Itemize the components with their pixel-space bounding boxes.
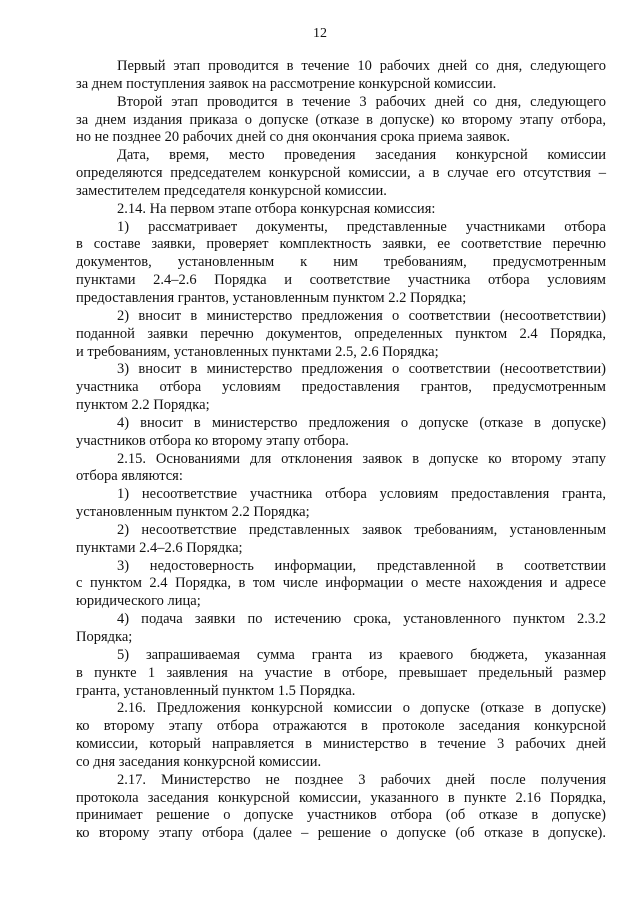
text-line: 4) вносит в министерство предложения о допуске (отказе в допуске) [117,414,606,431]
text-line: 5) запрашиваемая сумма гранта из краевого бюджета, указанная [117,646,606,663]
text-line: принимает решение о допуске участников отбора (об отказе в допуске) [76,807,606,824]
text-line: гранта, установленный пунктом 1.5 Порядка. [76,682,356,699]
text-line: в составе заявки, проверяет комплектность заявки, ее соответствие перечню [76,236,606,253]
text-line: участников отбора ко второму этапу отбора. [76,432,349,449]
text-line: определяются председателем конкурсной комиссии, а в случае его отсутствия – [76,165,606,182]
text-line: Дата, время, место проведения заседания конкурсной комиссии [117,147,606,164]
text-line: протокола заседания конкурсной комиссии, указанного в пункте 2.16 Порядка, [76,789,606,806]
text-line: 2.16. Предложения конкурсной комиссии о допуске (отказе в допуске) [117,700,606,717]
page-number: 12 [313,26,327,41]
text-line: поданной заявки перечню документов, определенных пунктом 2.4 Порядка, [76,325,606,342]
text-line: ко второму этапу отбора отражаются в протоколе заседания конкурсной [76,718,606,735]
text-line: 2.15. Основаниями для отклонения заявок в допуске ко второму этапу [117,450,606,467]
text-line: заместителем председателя конкурсной комиссии. [76,182,387,199]
text-line: участника отбора условиям предоставления грантов, предусмотренным [76,379,606,396]
text-line: Второй этап проводится в течение 3 рабочих дней со дня, следующего [117,93,606,110]
text-line: 2.14. На первом этапе отбора конкурсная комиссия: [117,200,436,217]
text-line: в пункте 1 заявления на участие в отборе, превышает предельный размер [76,664,606,681]
text-line: 1) рассматривает документы, представленные участниками отбора [117,218,606,235]
text-line: 2) вносит в министерство предложения о соответствии (несоответствии) [117,307,606,324]
text-line: Порядка; [76,629,133,645]
document-body [76,58,606,843]
text-line: Первый этап проводится в течение 10 рабочих дней со дня, следующего [117,58,606,74]
text-line: со дня заседания конкурсной комиссии. [76,753,322,770]
text-line: 3) недостоверность информации, представленной в соответствии [117,557,606,574]
text-line: пунктами 2.4–2.6 Порядка и соответствие участника отбора условиям [76,272,606,289]
text-line: ко второму этапу отбора (далее – решение о допуске (об отказе в допуске). [76,825,606,842]
text-line: установленным пунктом 2.2 Порядка; [76,504,310,521]
text-line: отбора являются: [76,468,183,485]
text-line: 2.17. Министерство не позднее 3 рабочих дней после получения [117,771,606,788]
text-line: 4) подача заявки по истечению срока, установленного пунктом 2.3.2 [117,611,606,628]
text-line: юридического лица; [76,593,201,610]
text-line: 2) несоответствие представленных заявок требованиям, установленным [117,521,606,538]
text-line: и требованиям, установленных пунктами 2.5, 2.6 Порядка; [76,343,439,360]
text-line: комиссии, который направляется в министерство в течение 3 рабочих дней [76,736,606,753]
text-line: но не позднее 20 рабочих дней со дня окончания срока приема заявок. [76,129,511,146]
text-line: за днем поступления заявок на рассмотрение конкурсной комиссии. [76,75,497,92]
text-line: пунктами 2.4–2.6 Порядка; [76,539,243,556]
text-line: 1) несоответствие участника отбора условиям предоставления гранта, [117,486,606,503]
text-line: документов, установленным к ним требованиям, предусмотренным [76,254,606,271]
text-line: пунктом 2.2 Порядка; [76,397,210,414]
text-line: с пунктом 2.4 Порядка, в том числе информации о месте нахождения и адресе [76,575,606,592]
text-line: за днем издания приказа о допуске (отказе в допуске) ко второму этапу отбора, [76,111,606,128]
text-line: 3) вносит в министерство предложения о соответствии (несоответствии) [117,361,606,378]
text-line: предоставления грантов, установленным пунктом 2.2 Порядка; [76,289,467,306]
